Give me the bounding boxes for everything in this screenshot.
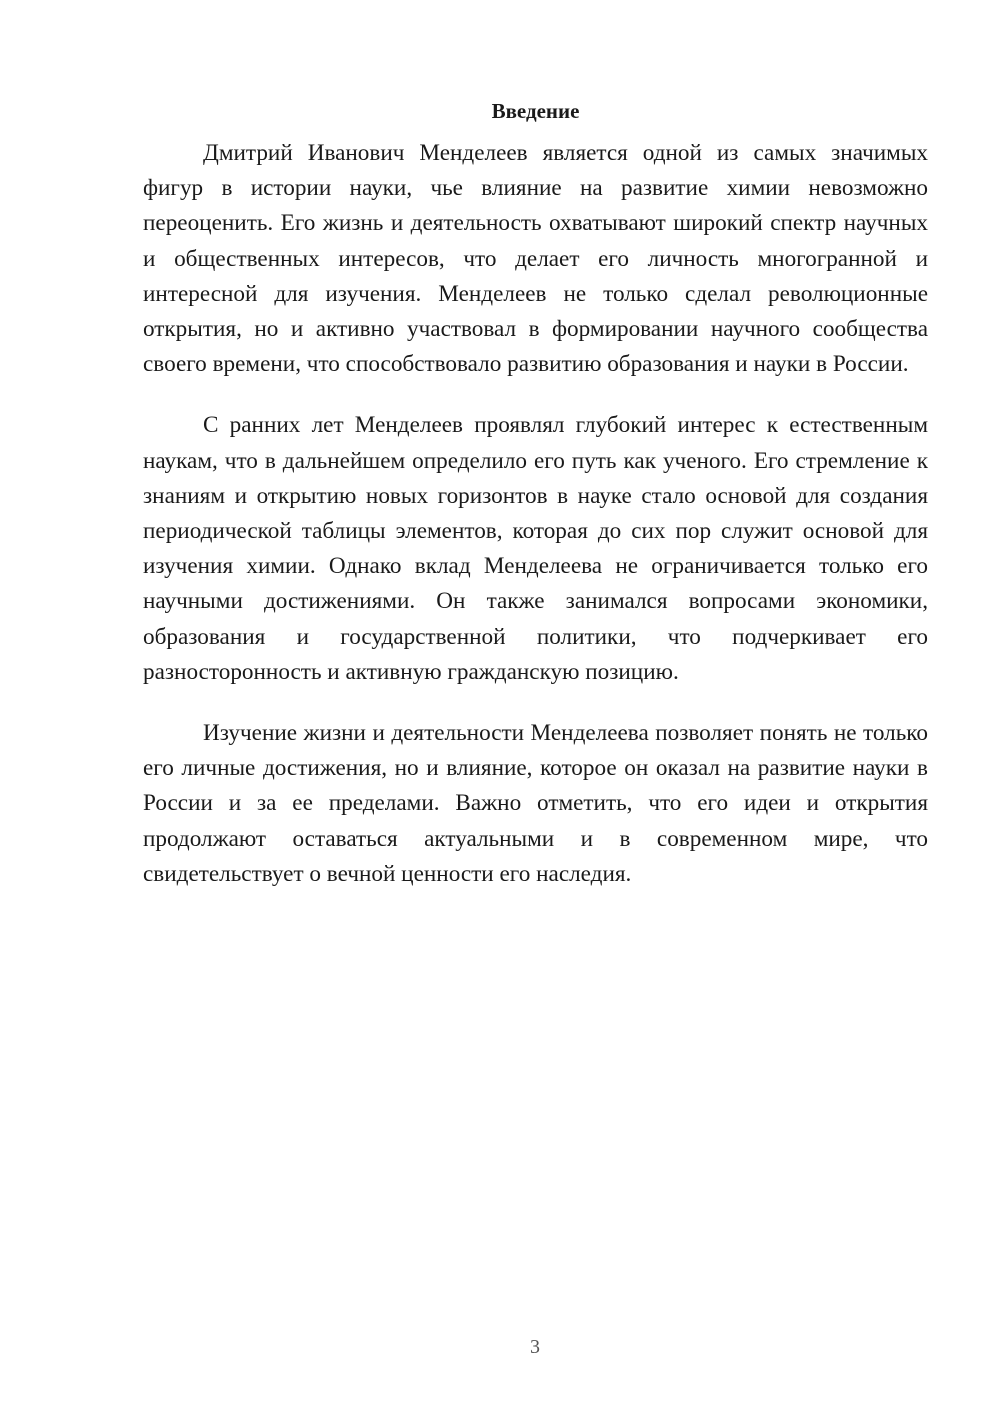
page-number: 3 — [530, 1336, 540, 1358]
paragraph-1: Дмитрий Иванович Менделеев является одной из самых значимых фигур в истории науки, чье влияние на развитие химии невозможно переоценить. Его жизнь и деятельность охватывают широкий спектр научных и общественных интересов, что делает его личность многогранной и интересной для изучения. Менделеев не только сделал революционные открытия, но и активно участвовал в формировании научного сообщества своего времени, что способствовало развитию образования и науки в России. — [143, 140, 928, 378]
document-body — [143, 96, 928, 918]
paragraph-3: Изучение жизни и деятельности Менделеева позволяет понять не только его личные достижения, но и влияние, которое он оказал на развитие науки в России и за ее пределами. Важно отметить, что его идеи и открытия продолжают оставаться актуальными и в современном мире, что свидетельствует о вечной ценности его наследия. — [143, 720, 928, 887]
section-heading: Введение — [491, 99, 580, 123]
paragraph-2: С ранних лет Менделеев проявлял глубокий интерес к естественным наукам, что в дальнейшем определило его путь как ученого. Его стремление к знаниям и открытию новых горизонтов в науке стало основой для создания периодической таблицы элементов, которая до сих пор служит основой для изучения химии. Однако вклад Менделеева не ограничивается только его научными достижениями. Он также занимался вопросами экономики, образования и государственной политики, что подчеркивает его разносторонность и активную гражданскую позицию. — [143, 412, 928, 685]
